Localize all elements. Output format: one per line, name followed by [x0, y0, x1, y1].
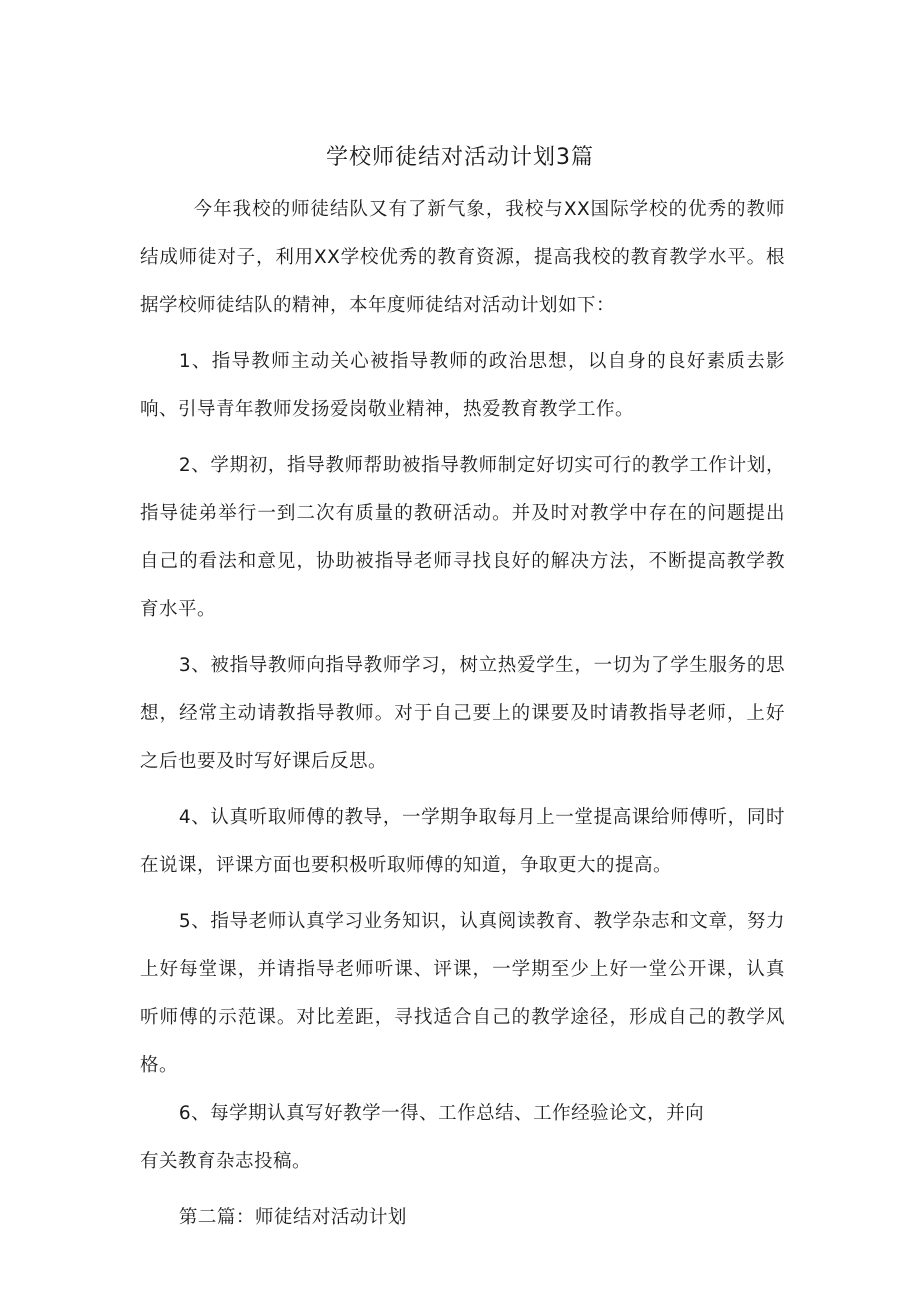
item-6-line-2: 有关教育杂志投稿。 — [140, 1151, 312, 1172]
document-body — [140, 186, 785, 1242]
section-2-heading: 第二篇：师徒结对活动计划 — [178, 1207, 407, 1228]
item-paragraph-6 — [140, 1090, 785, 1186]
item-paragraph-4: 4、认真听取师傅的教导，一学期争取每月上一堂提高课给师傅听，同时在说课，评课方面也要积极听取师傅的知道，争取更大的提高。 — [140, 807, 785, 876]
item-paragraph-2: 2、学期初，指导教师帮助被指导教师制定好切实可行的教学工作计划，指导徒弟举行一到二次有质量的教研活动。并及时对教学中存在的问题提出自己的看法和意见，协助被指导老师寻找良好的解决方法，不断提高教学教育水平。 — [140, 455, 785, 620]
document-title: 学校师徒结对活动计划3篇 — [326, 145, 594, 170]
item-paragraph-5: 5、指导老师认真学习业务知识，认真阅读教育、教学杂志和文章，努力上好每堂课，并请指导老师听课、评课，一学期至少上好一堂公开课，认真听师傅的示范课。对比差距，寻找适合自己的教学途径，形成自己的教学风格。 — [140, 911, 785, 1076]
item-paragraph-3: 3、被指导教师向指导教师学习，树立热爱学生，一切为了学生服务的思想，经常主动请教指导教师。对于自己要上的课要及时请教指导老师，上好之后也要及时写好课后反思。 — [140, 655, 785, 772]
item-6-line-1: 6、每学期认真写好教学一得、工作总结、工作经验论文，并向 — [178, 1103, 705, 1124]
item-paragraph-1: 1、指导教师主动关心被指导教师的政治思想，以自身的良好素质去影响、引导青年教师发扬爱岗敬业精神，热爱教育教学工作。 — [140, 351, 785, 420]
intro-paragraph: 今年我校的师徒结队又有了新气象，我校与XX国际学校的优秀的教师结成师徒对子，利用XX学校优秀的教育资源，提高我校的教育教学水平。根据学校师徒结队的精神，本年度师徒结对活动计划如下： — [140, 199, 785, 316]
